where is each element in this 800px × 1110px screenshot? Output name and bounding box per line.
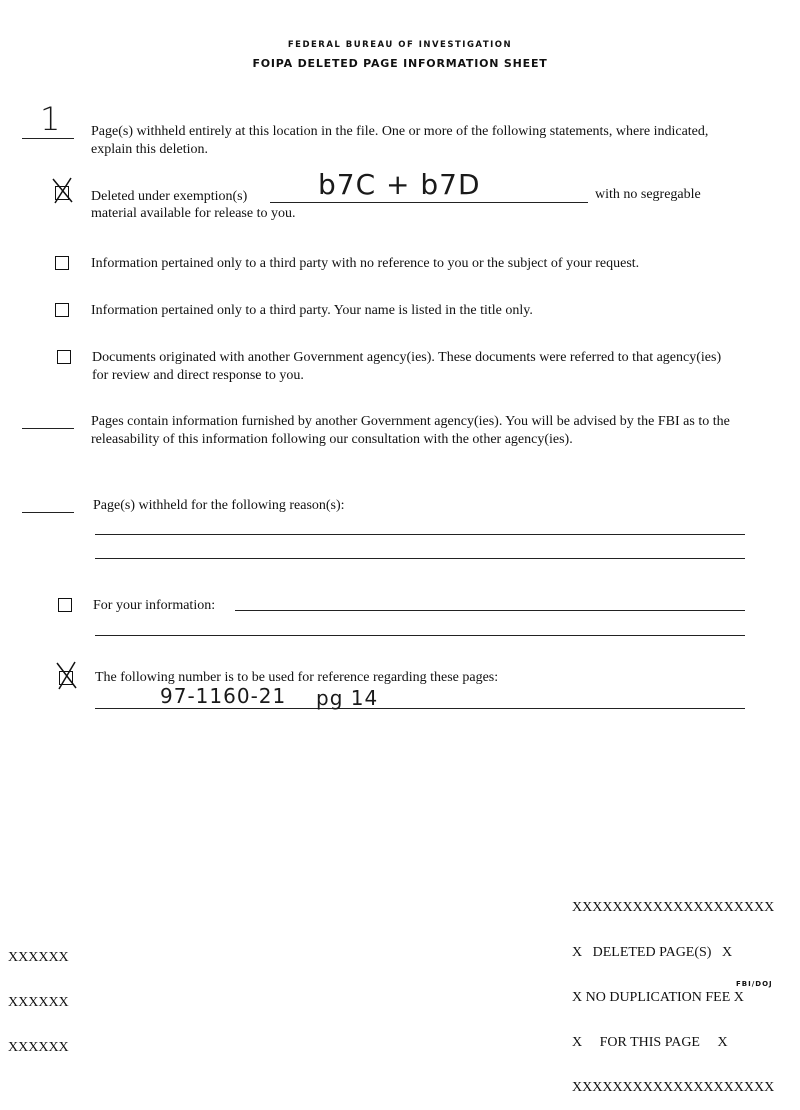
exemption-value[interactable]: b7C + b7D — [318, 168, 481, 201]
pages-withheld-count: 1 — [40, 100, 62, 138]
other-agency-info-text: Pages contain information furnished by another Government agency(ies). You will be advised by the FBI as to the releasability of this information following our consultation with the other agency(ies). — [91, 414, 730, 447]
exemption-underline — [270, 202, 588, 203]
stamp-line: XXXXXXXXXXXXXXXXXXXX — [572, 1080, 775, 1095]
reasons-line-2[interactable] — [95, 558, 745, 559]
exemption-suffix: with no segregable — [595, 187, 701, 202]
exemption-label: Deleted under exemption(s) — [91, 189, 248, 204]
third-party-checkbox[interactable] — [55, 256, 69, 270]
stamp-line: X DELETED PAGE(S) X — [572, 945, 733, 960]
stamp-line: XXXXXXXXXXXXXXXXXXXX — [572, 900, 775, 915]
pages-withheld-text: Page(s) withheld entirely at this location in the file. One or more of the following statements, where indicated, explain this deletion. — [91, 124, 709, 157]
checkmark-x-icon — [54, 660, 80, 692]
reasons-label: Page(s) withheld for the following reason(s): — [93, 498, 345, 513]
reference-page[interactable]: pg 14 — [316, 686, 379, 710]
other-agency-docs-checkbox[interactable] — [57, 350, 71, 364]
reference-number[interactable]: 97-1160-21 — [160, 684, 287, 708]
x-mark-line: XXXXXX — [8, 950, 69, 965]
agency-name: FEDERAL BUREAU OF INVESTIGATION — [287, 40, 513, 50]
deleted-page-stamp — [572, 870, 774, 1110]
other-agency-docs-text: Documents originated with another Government agency(ies). These documents were referred to that agency(ies) for review and direct response to you. — [92, 350, 722, 383]
other-agency-info-blank[interactable] — [22, 428, 74, 429]
fyi-line-1[interactable] — [235, 610, 745, 611]
pages-withheld-count-field[interactable] — [22, 100, 74, 140]
third-party-title-text: Information pertained only to a third party. Your name is listed in the title only. — [91, 303, 533, 318]
stamp-line: X NO DUPLICATION FEE X — [572, 990, 744, 1005]
reasons-blank[interactable] — [22, 512, 74, 513]
x-mark-line: XXXXXX — [8, 995, 69, 1010]
checkmark-x-icon — [50, 176, 76, 206]
stamp-line: X FOR THIS PAGE X — [572, 1035, 728, 1050]
reference-underline — [95, 708, 745, 709]
count-underline — [22, 138, 74, 139]
fyi-checkbox[interactable] — [58, 598, 72, 612]
form-title: FOIPA DELETED PAGE INFORMATION SHEET — [252, 57, 548, 70]
footer-code: FBI/DOJ — [736, 980, 773, 988]
third-party-title-checkbox[interactable] — [55, 303, 69, 317]
left-x-marks — [8, 920, 69, 1070]
reasons-line-1[interactable] — [95, 534, 745, 535]
exemption-continuation: material available for release to you. — [91, 206, 296, 221]
x-mark-line: XXXXXX — [8, 1040, 69, 1055]
fyi-line-2[interactable] — [95, 635, 745, 636]
fyi-label: For your information: — [93, 598, 216, 613]
third-party-text: Information pertained only to a third party with no reference to you or the subject of your request. — [91, 256, 640, 271]
reference-label: The following number is to be used for reference regarding these pages: — [95, 670, 499, 685]
